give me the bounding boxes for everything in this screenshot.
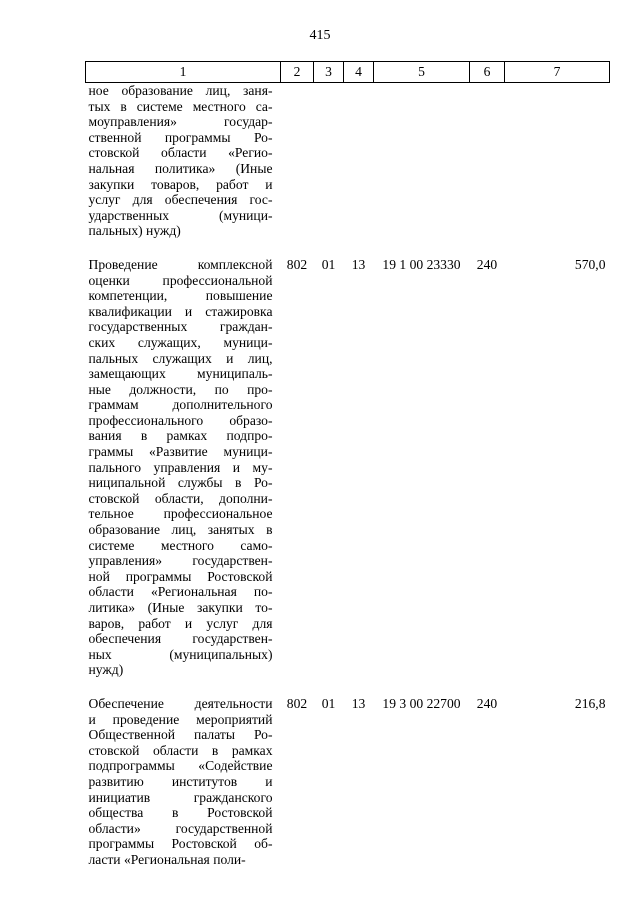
cell-csr: 19 3 00 22700 bbox=[382, 695, 461, 711]
description-line: квалификации и стажировка bbox=[88, 303, 273, 319]
description-line: моуправления» государ- bbox=[88, 114, 273, 130]
table-row bbox=[86, 257, 610, 696]
description-line: замещающих муниципаль- bbox=[88, 366, 273, 382]
table-header bbox=[86, 62, 610, 83]
description-line: компетенции, повышение bbox=[88, 288, 273, 304]
description-line: тельное профессиональное bbox=[88, 506, 273, 522]
description-line: Общественной палаты Ро- bbox=[88, 727, 273, 743]
row-description bbox=[86, 696, 281, 868]
description-line: ное образование лиц, заня- bbox=[88, 83, 273, 98]
description-line: ниципальной службы в Ро- bbox=[88, 475, 273, 491]
budget-table bbox=[85, 61, 610, 868]
description-line: закупки товаров, работ и bbox=[88, 176, 273, 192]
description-line: услуг для обеспечения гос- bbox=[88, 192, 273, 208]
cell-vr: 240 bbox=[476, 256, 498, 272]
description-line: системе местного само- bbox=[88, 537, 273, 553]
description-line: инициатив гражданского bbox=[88, 789, 273, 805]
description-line: стовской области, дополни- bbox=[88, 490, 273, 506]
description-line: общества в Ростовской bbox=[88, 805, 273, 821]
description-line: граммам дополнительного bbox=[88, 397, 273, 413]
cell-rz: 01 bbox=[321, 695, 336, 711]
header-col-1: 1 bbox=[86, 62, 281, 83]
cell-csr: 19 1 00 23330 bbox=[382, 256, 461, 272]
description-line: пального управления и му- bbox=[88, 459, 273, 475]
description-line: ных (муниципальных) bbox=[88, 646, 273, 662]
header-col-4: 4 bbox=[344, 62, 374, 83]
description-line: ные должности, по про- bbox=[88, 381, 273, 397]
description-line: развитию институтов и bbox=[88, 773, 273, 789]
description-line: Проведение комплексной bbox=[88, 256, 273, 272]
description-line: Обеспечение деятельности bbox=[88, 695, 273, 711]
description-line: граммы «Развитие муници- bbox=[88, 444, 273, 460]
description-line: области» государственной bbox=[88, 820, 273, 836]
table-row bbox=[86, 696, 610, 868]
description-line: программы Ростовской об- bbox=[88, 836, 273, 852]
description-line: ной программы Ростовской bbox=[88, 568, 273, 584]
description-line: тых в системе местного са- bbox=[88, 98, 273, 114]
cell-pr: 13 bbox=[351, 256, 366, 272]
header-col-3: 3 bbox=[314, 62, 344, 83]
description-line: стовской области в рамках bbox=[88, 742, 273, 758]
header-col-6: 6 bbox=[470, 62, 505, 83]
cell-ved bbox=[281, 83, 314, 257]
description-line: подпрограммы «Содействие bbox=[88, 758, 273, 774]
description-line: нужд) bbox=[88, 662, 124, 678]
cell-ved: 802 bbox=[286, 256, 308, 272]
table-body bbox=[86, 83, 610, 868]
description-line: ских служащих, муници- bbox=[88, 334, 273, 350]
row-description bbox=[86, 83, 281, 257]
description-line: управления» государствен- bbox=[88, 553, 273, 569]
description-line: ударственных (муници- bbox=[88, 207, 273, 223]
description-line: нальная политика» (Иные bbox=[88, 160, 273, 176]
cell-ved: 802 bbox=[286, 695, 308, 711]
description-line: профессионального образо- bbox=[88, 412, 273, 428]
cell-vr: 240 bbox=[476, 695, 498, 711]
description-line: и проведение мероприятий bbox=[88, 711, 273, 727]
cell-vr bbox=[470, 83, 505, 257]
description-line: пальных) нужд) bbox=[88, 223, 181, 239]
cell-pr bbox=[344, 83, 374, 257]
cell-sum: 570,0 bbox=[574, 256, 606, 272]
description-line: вания в рамках подпро- bbox=[88, 428, 273, 444]
description-line: образование лиц, занятых в bbox=[88, 522, 273, 538]
description-line: ласти «Региональная поли- bbox=[88, 851, 246, 867]
description-line: оценки профессиональной bbox=[88, 272, 273, 288]
description-line: ственной программы Ро- bbox=[88, 129, 273, 145]
cell-rz: 01 bbox=[321, 256, 336, 272]
table-row bbox=[86, 83, 610, 257]
description-line: государственных граждан- bbox=[88, 319, 273, 335]
row-description bbox=[86, 257, 281, 696]
description-line: стовской области «Регио- bbox=[88, 145, 273, 161]
description-line: варов, работ и услуг для bbox=[88, 615, 273, 631]
description-line: обеспечения государствен- bbox=[88, 631, 273, 647]
header-col-7: 7 bbox=[505, 62, 610, 83]
cell-pr: 13 bbox=[351, 695, 366, 711]
cell-rz bbox=[314, 83, 344, 257]
header-row bbox=[86, 62, 610, 83]
cell-sum: 216,8 bbox=[574, 695, 606, 711]
header-col-5: 5 bbox=[374, 62, 470, 83]
page-number: 415 bbox=[309, 28, 331, 43]
description-line: области «Региональная по- bbox=[88, 584, 273, 600]
cell-csr bbox=[374, 83, 470, 257]
description-line: пальных служащих и лиц, bbox=[88, 350, 273, 366]
header-col-2: 2 bbox=[281, 62, 314, 83]
cell-sum bbox=[505, 83, 610, 257]
description-line: литика» (Иные закупки то- bbox=[88, 600, 273, 615]
